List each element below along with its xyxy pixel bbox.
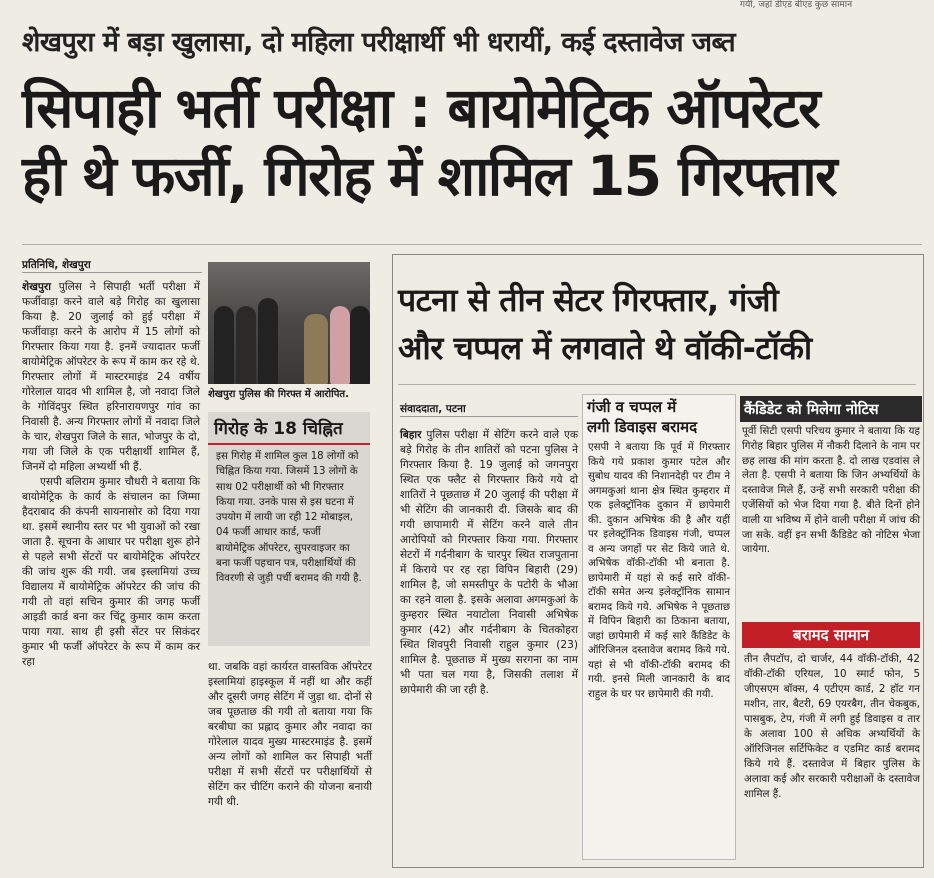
- ganji-title-line1: गंजी व चप्पल में: [587, 398, 677, 416]
- article-paragraph: था. जबकि वहां कार्यरत वास्तविक ऑपरेटर इस्लामियां हाइस्कूल में नहीं था और कहीं और दूसरी जगह सेटिंग में जुड़ा था. दोनों से जब पूछताछ की गयी तो बताया गया कि बरबीघा का प्रह्लाद कुमार और नवादा का गोरेलाल यादव मुख्य मास्टरमाइंड है. इसमें अन्य लोगों को शामिल कर सिपाही भर्ती परीक्षा में सभी सेंटरों पर परीक्षार्थियों से सेटिंग कर चीटिंग कराने की योजना बनायी गयी थी.: [208, 661, 372, 808]
- notice-text-block: [742, 424, 920, 557]
- article-column-2: [208, 660, 372, 810]
- dateline: शेखपुरा: [22, 281, 51, 293]
- ganji-box-text: एसपी ने बताया कि पूर्व में गिरफ्तार किये गये प्रकाश कुमार पटेल और सुबोध यादव की निशानदेही पर टीम ने अगमकुआं थाना क्षेत्र स्थित कुम्हरार में एक इलेक्ट्रॉनिक दुकान में छापेमारी की. दुकान अभिषेक की है और यहीं पर इलेक्ट्रॉनिक डिवाइस गंजी, चप्पल व अन्य जगहों पर सेट किये जाते थे. अभिषेक वॉकी-टॉकी भी बनाता है. छापेमारी में यहां से कई सारे वॉकी-टॉकी समेत अन्य इलेक्ट्रॉनिक सामान बरामद किये गये. अभिषेक ने पूछताछ में विपिन बिहारी का ठिकाना बताया, जहां छापेमारी में कई सारे कैंडिडेट के ऑरिजिनल दस्तावेज बरामद किये गये. यहां से भी वॉकी-टॉकी बरामद की गयी. इनसे मिली जानकारी के बाद राहुल के घर पर छापेमारी की गयी.: [588, 442, 730, 700]
- byline-sheikhpura: प्रतिनिधि, शेखपुरा: [22, 258, 202, 273]
- sub-headline-line2: और चप्पल में लगवाते थे वॉकी-टॉकी: [398, 329, 812, 367]
- kicker-headline: शेखपुरा में बड़ा खुलासा, दो महिला परीक्षार्थी भी धरायीं, कई दस्तावेज जब्त: [22, 27, 736, 58]
- main-headline-line2: ही थे फर्जी, गिरोह में शामिल 15 गिरफ्तार: [22, 144, 837, 208]
- sub-headline-line1: पटना से तीन सेटर गिरफ्तार, गंजी: [398, 281, 779, 319]
- photo-caption: शेखपुरा पुलिस की गिरफ्त में आरोपित.: [208, 389, 349, 400]
- sub-headline: [398, 276, 916, 372]
- divider: [22, 244, 922, 245]
- main-headline-line1: सिपाही भर्ती परीक्षा : बायोमेट्रिक ऑपरेटर: [22, 76, 820, 140]
- news-photo: [208, 262, 370, 384]
- gang-18-box: [208, 412, 370, 646]
- byline-patna: संवाददाता, पटना: [400, 402, 578, 417]
- gang-18-text: इस गिरोह में शामिल कुल 18 लोगों को चिह्नित किया गया. जिसमें 13 लोगों के साथ 02 परीक्षार्थी को भी गिरफ्तार किया गया. उनके पास से इस घटना में उपयोग में लायी जा रही 12 मोबाइल, 04 फर्जी आधार कार्ड, फर्जी बायोमेट्रिक ऑपरेटर, सुपरवाइजर का बना फर्जी पहचान पत्र, परीक्षार्थियों की विवरणी से जुड़ी पर्ची बरामद की गयी है.: [216, 451, 362, 585]
- recovered-items-text: तीन लैपटॉप, दो चार्जर, 44 वॉकी-टॉकी, 42 वॉकी-टॉकी एरियल, 10 स्मार्ट फोन, 5 जीएसएम बॉक्स, 4 एटीएम कार्ड, 2 हॉट गन मशीन, तार, बैटरी, 69 एयरबैग, तीन चेकबुक, पासबुक, टेप, गंजी में लगी हुई डिवाइस व तार के अलावा 100 से अधिक अभ्यर्थियों के ऑरिजिनल सर्टिफिकेट व एडमिट कार्ड बरामद किये गये हैं. दस्तावेज में बिहार पुलिस के अलावा कई और सरकारी परीक्षाओं के दस्तावेज शामिल हैं.: [744, 653, 920, 800]
- article-paragraph: [400, 428, 578, 698]
- article-paragraph: एसपी बलिराम कुमार चौधरी ने बताया कि बायोमेट्रिक के कार्य के संचालन का जिम्मा हैदराबाद की कंपनी सायनासोर को दिया गया था. इसमें स्थानीय स्तर पर भी युवाओं को रखा जाता है. सूचना के आधार पर परीक्षा शुरू होने से पहले सभी सेंटरों पर बायोमेट्रिक ऑपरेटर की जांच शुरू की गयी. जब इस्लामियां उच्च विद्यालय में बायोमेट्रिक ऑपरेटर की जांच की गयी तो वहां सचिन कुमार की जगह फर्जी आइडी कार्ड बना कर चिंटू कुमार काम करता पाया गया. साथ ही इसी सेंटर पर सिकंदर कुमार भी फर्जी ऑपरेटर के रूप में काम कर रहा: [22, 476, 200, 668]
- article-text: पुलिस परीक्षा में सेटिंग करने वाले एक बड़े गिरोह के तीन शातिरों को पटना पुलिस ने गिरफ्तार किया है. 19 जुलाई को जगनपुरा स्थित एक फ्लैट से गिरफ्तार किये गये दो शातिरों ने पूछताछ में 20 जुलाई की परीक्षा में भी सेटिंग की जानकारी दी. जिसके बाद की गयी छापामारी में सेटिंग करने वाले तीन आरोपियों को गिरफ्तार किया गया. गिरफ्तार सेटरों में गर्दनीबाग के चारपुर स्थित राजपुताना में किराये पर रह रहा विपिन बिहारी (29) शामिल है, जो समस्तीपुर के पटोरी के भौआ का रहने वाला है. इसके अलावा अगमकुआं के कुम्हरार स्थित नयाटोला निवासी अभिषेक कुमार (42) और गर्दनीबाग के चितकोहरा स्थित शिवपुरी निवासी राहुल कुमार (23) शामिल है. पूछताछ में मुख्य सरगना का नाम भी पता चल गया है, जिसकी तलाश में छापेमारी की जा रही है.: [400, 429, 578, 696]
- ganji-box-title: [583, 395, 735, 439]
- main-headline: [22, 74, 922, 210]
- article-column-3: [400, 428, 578, 698]
- article-text: पुलिस ने सिपाही भर्ती परीक्षा में फर्जीवाड़ा करने वाले बड़े गिरोह का खुलासा किया है. 20 जुलाई को हुई परीक्षा में फर्जीवाड़ा करने के आरोप में 15 लोगों को गिरफ्तार किया गया है. इनमें ज्यादातर फर्जी बायोमेट्रिक ऑपरेटर के रूप में काम कर रहे थे. गिरफ्तार लोगों में मास्टरमाइंड 24 वर्षीय गोरेलाल यादव भी शामिल है, जो नवादा जिले के गोविंदपुर स्थित हरिनारायणपुर गांव का निवासी है. अन्य गिरफ्तार लोगों में नवादा जिले के चार, शेखपुरा जिले के सात, भोजपुर के दो, गया जी जिले के एक परीक्षार्थी शामिल हैं, जिनमें दो महिला अभ्यर्थी भी हैं.: [22, 281, 200, 473]
- notice-text: पूर्वी सिटी एसपी परिचय कुमार ने बताया कि यह गिरोह बिहार पुलिस में नौकरी दिलाने के नाम पर छह लाख की मांग करता है. दो लाख एडवांस ले लेता है. एसपी ने बताया कि जिन अभ्यर्थियों के दस्तावेज मिले हैं, उन्हें सभी सरकारी परीक्षा की एजेंसियों को भेज दिया गया है. बीते दिनों होने वाली या भविष्य में होने वाली परीक्षा में जांच की जा सके. वहीं इन सभी कैंडिडेट को नोटिस भेजा जायेगा.: [742, 425, 920, 556]
- article-paragraph: [22, 280, 200, 475]
- ganji-title-line2: लगी डिवाइस बरामद: [587, 418, 698, 436]
- divider: [398, 384, 916, 385]
- top-cropped-text: गयी, जहां डीएड बीएड कुछ सामान: [740, 0, 853, 10]
- article-column-1: [22, 280, 200, 670]
- recovered-items-title: बरामद सामान: [742, 622, 920, 648]
- recovered-items-block: [744, 652, 920, 802]
- dateline: बिहार: [400, 429, 422, 441]
- notice-title: कैंडिडेट को मिलेगा नोटिस: [740, 396, 922, 422]
- ganji-box: [582, 394, 736, 860]
- gang-18-title: गिरोह के 18 चिह्नित: [208, 412, 370, 445]
